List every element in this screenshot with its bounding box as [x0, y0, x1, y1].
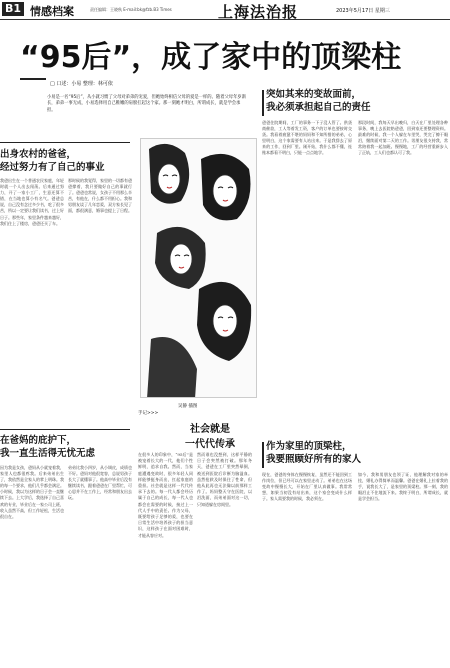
section-marker	[262, 90, 264, 116]
article-headline: “95后”，成了家中的顶梁柱	[20, 40, 402, 75]
page-header	[0, 0, 450, 20]
subheading-father: 出身农村的爸爸， 经过努力有了自己的事业	[0, 149, 105, 173]
body-column-3a: 爸爸住院期间，工厂的事务一下子没人管了。供货商催款，工人等着发工资，客户的订单也要按时交货。我看着疲惫不堪的妈妈和不知所措的弟弟，心里明白，这个家需要有人站出来。于是我辞去了原来的工作，回到厂里。刚开始，我什么都不懂，连账本都看不明白，只能一点点地学。	[262, 120, 352, 156]
body-column-2b: 弟弟比我小四岁，从小调皮，成绩也不好。爸妈对他很宽容，总说男孩子长大了就懂事了。他高中毕业后没有继续读书，跟着爸爸在厂里帮忙，可心思并不在工作上，经常和朋友出去玩。	[68, 465, 132, 501]
article-lead: 小易是一名“95后”，从小就习惯了父母对弟弟的宠爱，但她始终相信父母的爱是一样的。随着父母年岁渐长，弟弟一事无成，小易选择用自己稚嫩的肩膀扛起这个家。那一刻她才明白，所谓成长，就是学会承担。	[47, 95, 246, 113]
subheading-pillar: 作为家里的顶梁柱， 我要照顾好所有的家人	[266, 441, 362, 465]
body-column-1b: 那时候的我觉得，家里的一切都有爸爸撑着，我只要做好自己的事就行了。爸爸也常说，女孩子不用那么辛苦，有他在，什么都不用担心。我和男朋友谈了几年恋爱，双方家长见了面，都很满意，婚事也提上了日程。	[68, 178, 132, 214]
section-rule	[0, 429, 130, 430]
article-byline: □ 口述：小易 整理：林可依	[50, 81, 113, 87]
inset-column-a: 在很多人的印象中，“95后”是被宠着长大的一代，他们个性鲜明，追求自我。然而，当家庭遭遇变故时，很多年轻人同样能够挺身而出，扛起家庭的重担。社会就是这样一代代传承下去的。每一代人都会经历属于自己的成长，每一代人也都会在需要的时候，接过上一代人手中的责任。作为父母，既要给孩子足够的爱，也要在日常生活中培养孩子的担当意识，这样孩子在面对困难时，才能从容应对。	[138, 452, 193, 538]
body-column-4a: 现在，爸爸的身体在慢慢恢复，虽然还不能回到工作岗位，但已经可以在家里走动了。弟弟也在这场变故中慢慢长大，开始在厂里认真做事。我常常想，如果当初没有站出来，这个家会变成什么样子。家人需要我的时候，我必须在。	[262, 472, 352, 502]
section-marker	[262, 442, 264, 468]
women-illustration-icon	[141, 139, 257, 398]
issue-date: 2023年5月17日 星期三	[336, 8, 390, 14]
editor-line: 责任编辑：王晓秋 E-mail:bk@fzb.B3 Times	[90, 7, 172, 12]
byline-rule	[20, 78, 46, 80]
section-name: 情感档案	[30, 5, 74, 18]
illustration	[140, 138, 257, 398]
subheading-accident: 突如其来的变故面前， 我必须承担起自己的责任	[266, 89, 371, 113]
body-column-4b: 如今，我和男朋友也领了证，他理解我对家的牵挂，婚礼办得简单而温馨。爸爸在婚礼上拉着我的手，说我长大了，是家里的顶梁柱。那一刻，我的眼泪止不住地流下来。我终于明白，所谓成长，就是学会担当。	[358, 472, 448, 502]
newspaper-masthead: 上海法治报	[218, 3, 299, 21]
section-rule	[0, 142, 130, 143]
inset-column-b: 然而谁也没想到，这样平静的日子会突然被打破。那年冬天，爸爸在工厂里突然晕倒，被送到医院后诊断为脑溢血。虽然抢救及时保住了性命，但他从此再也无法像以前那样工作了。妈妈整天守在医院，以泪洗面，而弟弟面对这一切，只知道躲在房间里。	[197, 452, 252, 507]
body-column-3b: 那段时间，我每天早出晚归，白天在厂里处理各种事务，晚上去医院陪爸爸，回到家还要整理资料。最难的时候，我一个人躲在车里哭，哭完了擦干眼泪，继续面对第二天的工作。男朋友很支持我，常常陪着我一起加班。慢慢地，工厂的经营重新步入了正轨，工人们也都认可了我。	[358, 120, 448, 156]
illustration-caption: 吴静 插图	[178, 404, 198, 409]
page-number-tag: B1	[2, 2, 24, 16]
body-column-1a: 我爸出生在一个普通农民家庭，年轻时就一个人出去闯荡。后来通过努力，开了一家小工厂，生意还算不错，在当地也算小有名气。爸爸总说，自己没有念过多少书，吃了很多苦，所以一定要让我们读书，过上好日子。那些年，家里条件越来越好，我们住上了楼房，爸爸还买了车。	[0, 178, 64, 226]
body-column-2a: 因为我是女孩，爸妈从小就宠着我，家里人也都很疼我。后来弟弟出生了，我依然是全家人的掌上明珠。我的每一个要求，他们几乎都会满足。小时候，我以为这样的日子会一直继续下去。上大学后，我选择了自己喜欢的专业，毕业后在一家公司上班，收入虽然不高，但工作轻松，生活也很自在。	[0, 465, 64, 519]
inset-label: 手记>>>	[138, 411, 159, 416]
subheading-childhood: 在爸妈的庇护下， 我一直生活得无忧无虑	[0, 435, 96, 459]
inset-heading: 社会就是 一代代传承	[185, 424, 235, 450]
